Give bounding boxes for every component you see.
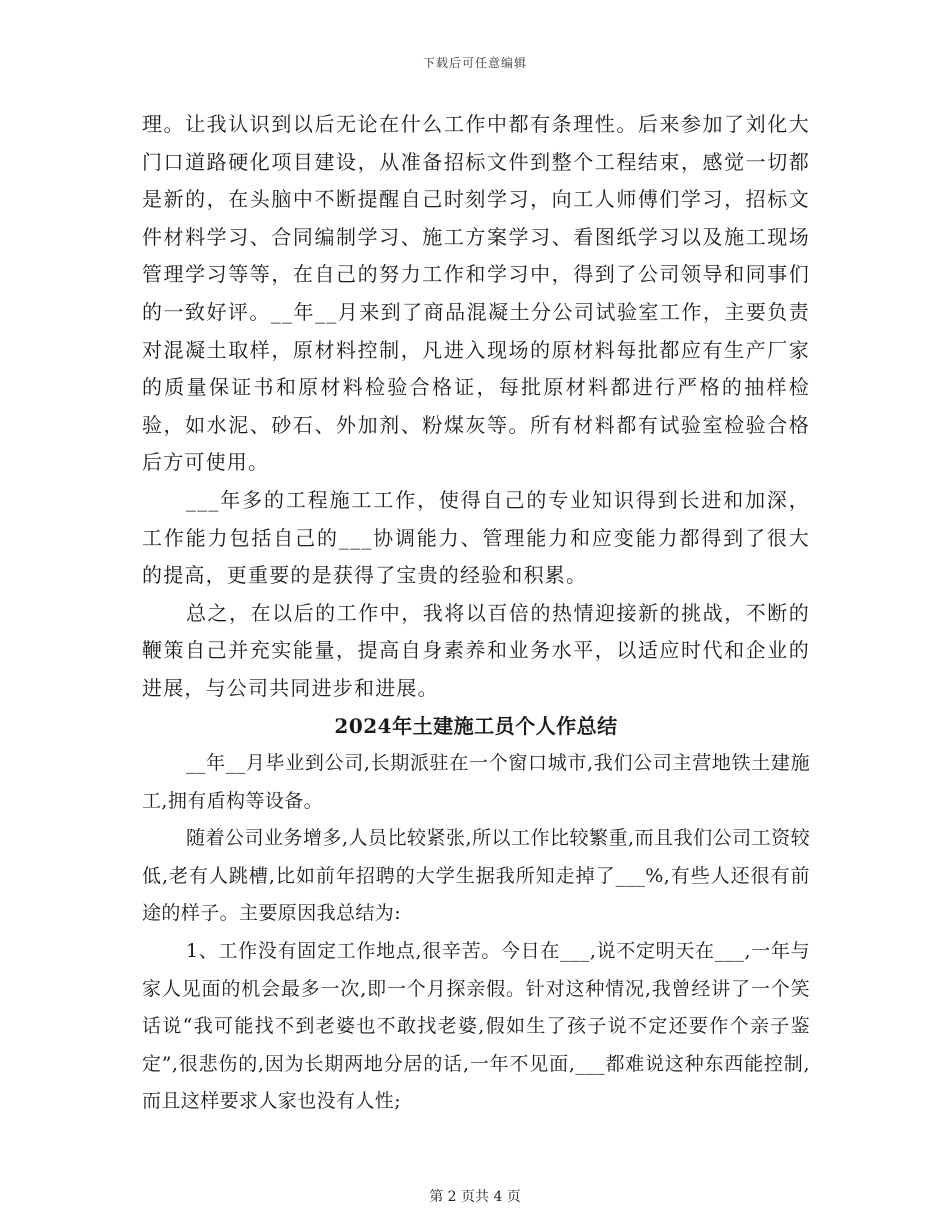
paragraph-reason-one: 1、工作没有固定工作地点,很辛苦。今日在___,说不定明天在___,一年与家人见面的机会最多一次,即一个月探亲假。针对这种情况,我曾经讲了一个笑话说“我可能找不到老婆也不敢找老婆,假如生了孩子说不定还要作个亲子鉴定”,很悲伤的,因为长期两地分居的话,一年不见面,___都难说这种东西能控制,而且这样要求人家也没有人性; <box>142 940 810 1113</box>
paragraph-skills-growth: ___年多的工程施工工作，使得自己的专业知识得到长进和加深，工作能力包括自己的___协调能力、管理能力和应变能力都得到了很大的提高，更重要的是获得了宝贵的经验和积累。 <box>142 487 810 588</box>
document-body <box>142 106 810 1121</box>
section-title: 2024年土建施工员个人作总结 <box>334 713 618 738</box>
paragraph-conclusion: 总之，在以后的工作中，我将以百倍的热情迎接新的挑战，不断的鞭策自己并充实能量，提高自身素养和业务水平，以适应时代和企业的进展，与公司共同进步和进展。 <box>142 600 810 700</box>
paragraph-work-experience: 理。让我认识到以后无论在什么工作中都有条理性。后来参加了刘化大门口道路硬化项目建设，从准备招标文件到整个工程结束，感觉一切都是新的，在头脑中不断提醒自己时刻学习，向工人师傅们学习，招标文件材料学习、合同编制学习、施工方案学习、看图纸学习以及施工现场管理学习等等，在自己的努力工作和学习中，得到了公司领导和同事们的一致好评。__年__月来到了商品混凝土分公司试验室工作，主要负责对混凝土取样，原材料控制，凡进入现场的原材料每批都应有生产厂家的质量保证书和原材料检验合格证，每批原材料都进行严格的抽样检验，如水泥、砂石、外加剂、粉煤灰等。所有材料都有试验室检验合格后方可使用。 <box>142 112 810 475</box>
page-header: 下载后可任意编辑 <box>422 56 527 70</box>
paragraph-company-situation: 随着公司业务增多,人员比较紧张,所以工作比较繁重,而且我们公司工资较低,老有人跳槽,比如前年招聘的大学生据我所知走掉了___%,有些人还很有前途的样子。主要原因我总结为: <box>142 827 810 925</box>
paragraph-graduation: __年__月毕业到公司,长期派驻在一个窗口城市,我们公司主营地铁土建施工,拥有盾构等设备。 <box>142 752 810 812</box>
page-number: 第 2 页共 4 页 <box>429 1189 521 1205</box>
